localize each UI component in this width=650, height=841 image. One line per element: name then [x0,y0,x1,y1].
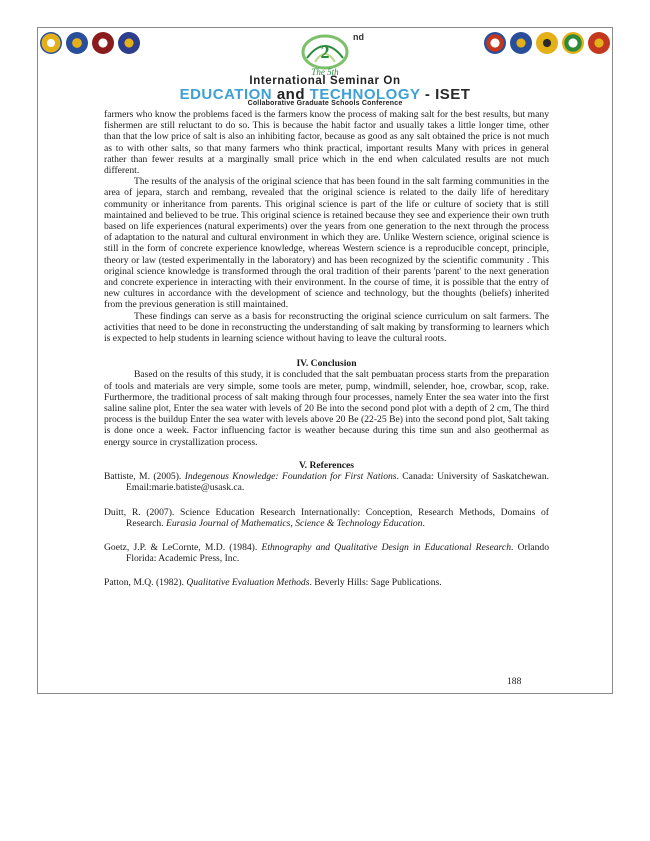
reference-item: Patton, M.Q. (1982). Qualitative Evaluation Methods. Beverly Hills: Sage Publications. [104,577,442,589]
university-logo-6 [510,32,532,54]
right-logo-strip [484,32,610,54]
seminar-subtitle: Collaborative Graduate Schools Conference [247,100,403,107]
body-paragraph-3: These findings can serve as a basis for reconstructing the original science curriculum on salt farmers. The activities that need to be done in reconstructing the understanding of salt making by transforming to learners which is expected to help students in learning science without having to leave the cultural roots. [104,310,549,345]
university-logo-9 [588,32,610,54]
seminar-title-line1: International Seminar On [249,75,401,87]
ordinal-superscript: nd [353,32,364,42]
title-technology: TECHNOLOGY [309,86,421,103]
title-education: EDUCATION [179,86,273,103]
title-iset: - ISET [424,86,471,103]
the-fifth-label: The 5th [311,67,339,77]
university-logo-4 [118,32,140,54]
university-logo-7 [536,32,558,54]
body-paragraph-2: The results of the analysis of the original science that has been found in the salt farming communities in the area of jepara, starch and rembang, revealed that the original science is related to the daily life of hereditary community or inheritance from parents. This original science is part of the life or culture of society that is still maintained and believed to be true. This original science is retained because they see and experience their own truth based on life experiences (natural experiments) over the years from one generation to the next through the process of adaptation to the natural and cultural environment in which they are. Unlike Western science, original science is still in the form of concrete experience knowledge, whereas Western science is a reproducible concept, principle, theory or law (tested experimentally in the laboratory) and has been recognized by the scientific community . This original science knowledge is transformed through the oral tradition of their parents 'parent' to the next generation and concrete experience in interacting with their environment. In the course of time, it is possible that the entry of new cultures in accordance with the development of science and technology, but the thoughts (beliefs) inherited from the previous generation is still maintained. [104,176,549,311]
page-number: 188 [507,676,522,687]
reference-item: Battiste, M. (2005). Indegenous Knowledge: Foundation for First Nations. Canada: University of Saskatchewan. Email:marie.batiste@usask.ca. [104,471,550,494]
university-logo-3 [92,32,114,54]
references-heading: V. References [298,459,355,471]
paper-body [104,109,549,602]
conclusion-paragraph: Based on the results of this study, it is concluded that the salt pembuatan process starts from the preparation of tools and materials are very simple, some tools are meter, pump, windmill, selender, hoe, crowbar, scop, rake. Furthermore, the traditional process of salt making through four processes, namely Enter the sea water into the first saline saline plot, Enter the sea water with levels of 20 Be into the second pond plot with a depth of 2 cm, The third process is the buildup Enter the sea water with levels above 20 Be (22-25 Be) into the second pond plot, Salt taking is done once a week. Factor influencing factor is weather because during this time sun and also geothermal as energy source in crystallization process. [104,369,549,448]
conclusion-heading: IV. Conclusion [296,358,357,370]
university-logo-1 [40,32,62,54]
university-logo-8 [562,32,584,54]
left-logo-strip [40,32,140,54]
reference-list [104,471,549,588]
title-and: and [276,86,305,103]
university-logo-2 [66,32,88,54]
body-paragraph-1: farmers who know the problems faced is the farmers know the process of making salt for the best results, but many fishermen are still reluctant to do so. This is because the habit factor and usually takes a little longer time, other than that the low price of salt is also an inhibiting factor, because as good as any salt obtained the price is not much as to with other salts, so that many farmers who think practical, important results Many with prices in general rather than fewer results at a marginally small price which in the end when calculated results are not much different. [104,109,549,177]
reference-item: Goetz, J.P. & LeCornte, M.D. (1984). Ethnography and Qualitative Design in Educational Research. Orlando Florida: Academic Press, Inc. [104,541,550,565]
seminar-emblem-icon [297,28,353,72]
svg-text:2: 2 [320,42,330,62]
university-logo-5 [484,32,506,54]
reference-item: Duitt, R. (2007). Science Education Research Internationally: Conception, Research Methods, Domains of Research. Eurasia Journal of Mathematics, Science & Technology Education. [104,506,549,529]
